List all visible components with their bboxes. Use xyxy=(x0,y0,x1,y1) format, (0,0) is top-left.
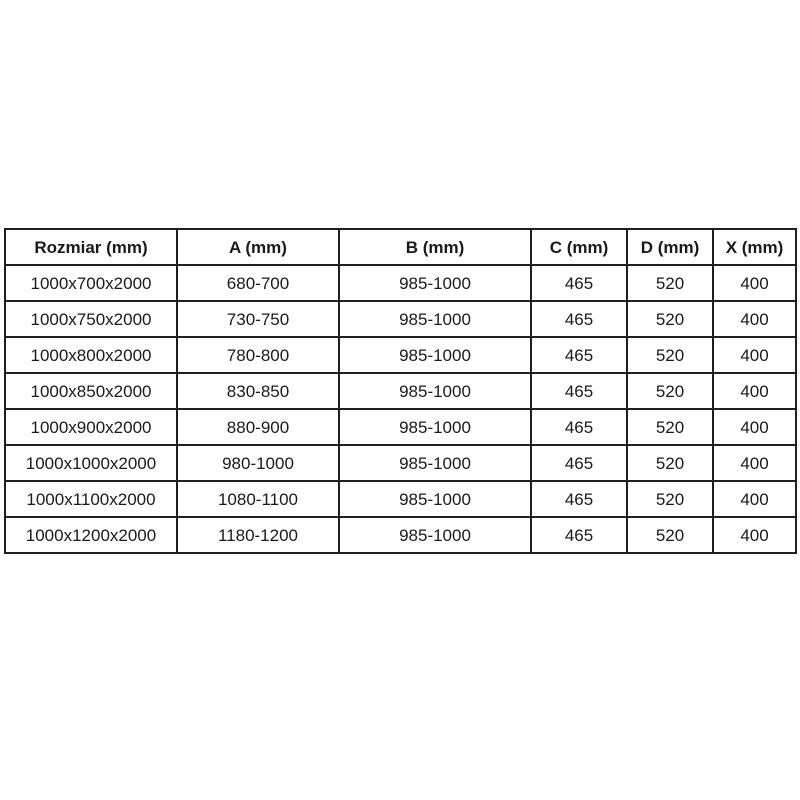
table-row xyxy=(5,481,796,517)
table-cell: 465 xyxy=(531,301,627,337)
table-cell: 985-1000 xyxy=(339,301,531,337)
table-cell: 985-1000 xyxy=(339,337,531,373)
table-cell: 830-850 xyxy=(177,373,339,409)
table-cell: 520 xyxy=(627,337,713,373)
table-cell: 400 xyxy=(713,373,796,409)
table-cell: 520 xyxy=(627,301,713,337)
table-cell: 985-1000 xyxy=(339,265,531,301)
column-header-c: C (mm) xyxy=(531,229,627,265)
table-cell: 520 xyxy=(627,517,713,553)
table-cell: 985-1000 xyxy=(339,409,531,445)
table-cell: 400 xyxy=(713,265,796,301)
table-cell: 1000x1000x2000 xyxy=(5,445,177,481)
table-cell: 680-700 xyxy=(177,265,339,301)
table-cell: 465 xyxy=(531,517,627,553)
header-row xyxy=(5,229,796,265)
table-cell: 780-800 xyxy=(177,337,339,373)
table-row xyxy=(5,445,796,481)
column-header-d: D (mm) xyxy=(627,229,713,265)
table-cell: 880-900 xyxy=(177,409,339,445)
table-cell: 1180-1200 xyxy=(177,517,339,553)
table-cell: 520 xyxy=(627,445,713,481)
table-cell: 465 xyxy=(531,265,627,301)
table-cell: 465 xyxy=(531,409,627,445)
table-cell: 400 xyxy=(713,481,796,517)
table-cell: 1000x900x2000 xyxy=(5,409,177,445)
table-cell: 400 xyxy=(713,301,796,337)
table-cell: 1000x1200x2000 xyxy=(5,517,177,553)
table-cell: 400 xyxy=(713,409,796,445)
table-cell: 730-750 xyxy=(177,301,339,337)
table-cell: 985-1000 xyxy=(339,481,531,517)
table-cell: 520 xyxy=(627,265,713,301)
table-cell: 520 xyxy=(627,373,713,409)
table-cell: 1000x1100x2000 xyxy=(5,481,177,517)
table-row xyxy=(5,517,796,553)
column-header-rozmiar: Rozmiar (mm) xyxy=(5,229,177,265)
table-cell: 980-1000 xyxy=(177,445,339,481)
table-row xyxy=(5,301,796,337)
table-cell: 1000x700x2000 xyxy=(5,265,177,301)
table-cell: 465 xyxy=(531,373,627,409)
table-row xyxy=(5,337,796,373)
table-cell: 1000x800x2000 xyxy=(5,337,177,373)
table-body xyxy=(5,265,796,553)
table-cell: 1080-1100 xyxy=(177,481,339,517)
table-cell: 1000x750x2000 xyxy=(5,301,177,337)
table-cell: 520 xyxy=(627,409,713,445)
table-cell: 465 xyxy=(531,445,627,481)
table-cell: 465 xyxy=(531,337,627,373)
table-cell: 400 xyxy=(713,337,796,373)
column-header-a: A (mm) xyxy=(177,229,339,265)
table-cell: 985-1000 xyxy=(339,517,531,553)
table-cell: 985-1000 xyxy=(339,373,531,409)
table-row xyxy=(5,373,796,409)
table-cell: 520 xyxy=(627,481,713,517)
table-cell: 985-1000 xyxy=(339,445,531,481)
size-table xyxy=(4,228,797,554)
table-row xyxy=(5,265,796,301)
column-header-x: X (mm) xyxy=(713,229,796,265)
table-cell: 400 xyxy=(713,445,796,481)
table-cell: 400 xyxy=(713,517,796,553)
column-header-b: B (mm) xyxy=(339,229,531,265)
table-cell: 465 xyxy=(531,481,627,517)
table-row xyxy=(5,409,796,445)
table-cell: 1000x850x2000 xyxy=(5,373,177,409)
